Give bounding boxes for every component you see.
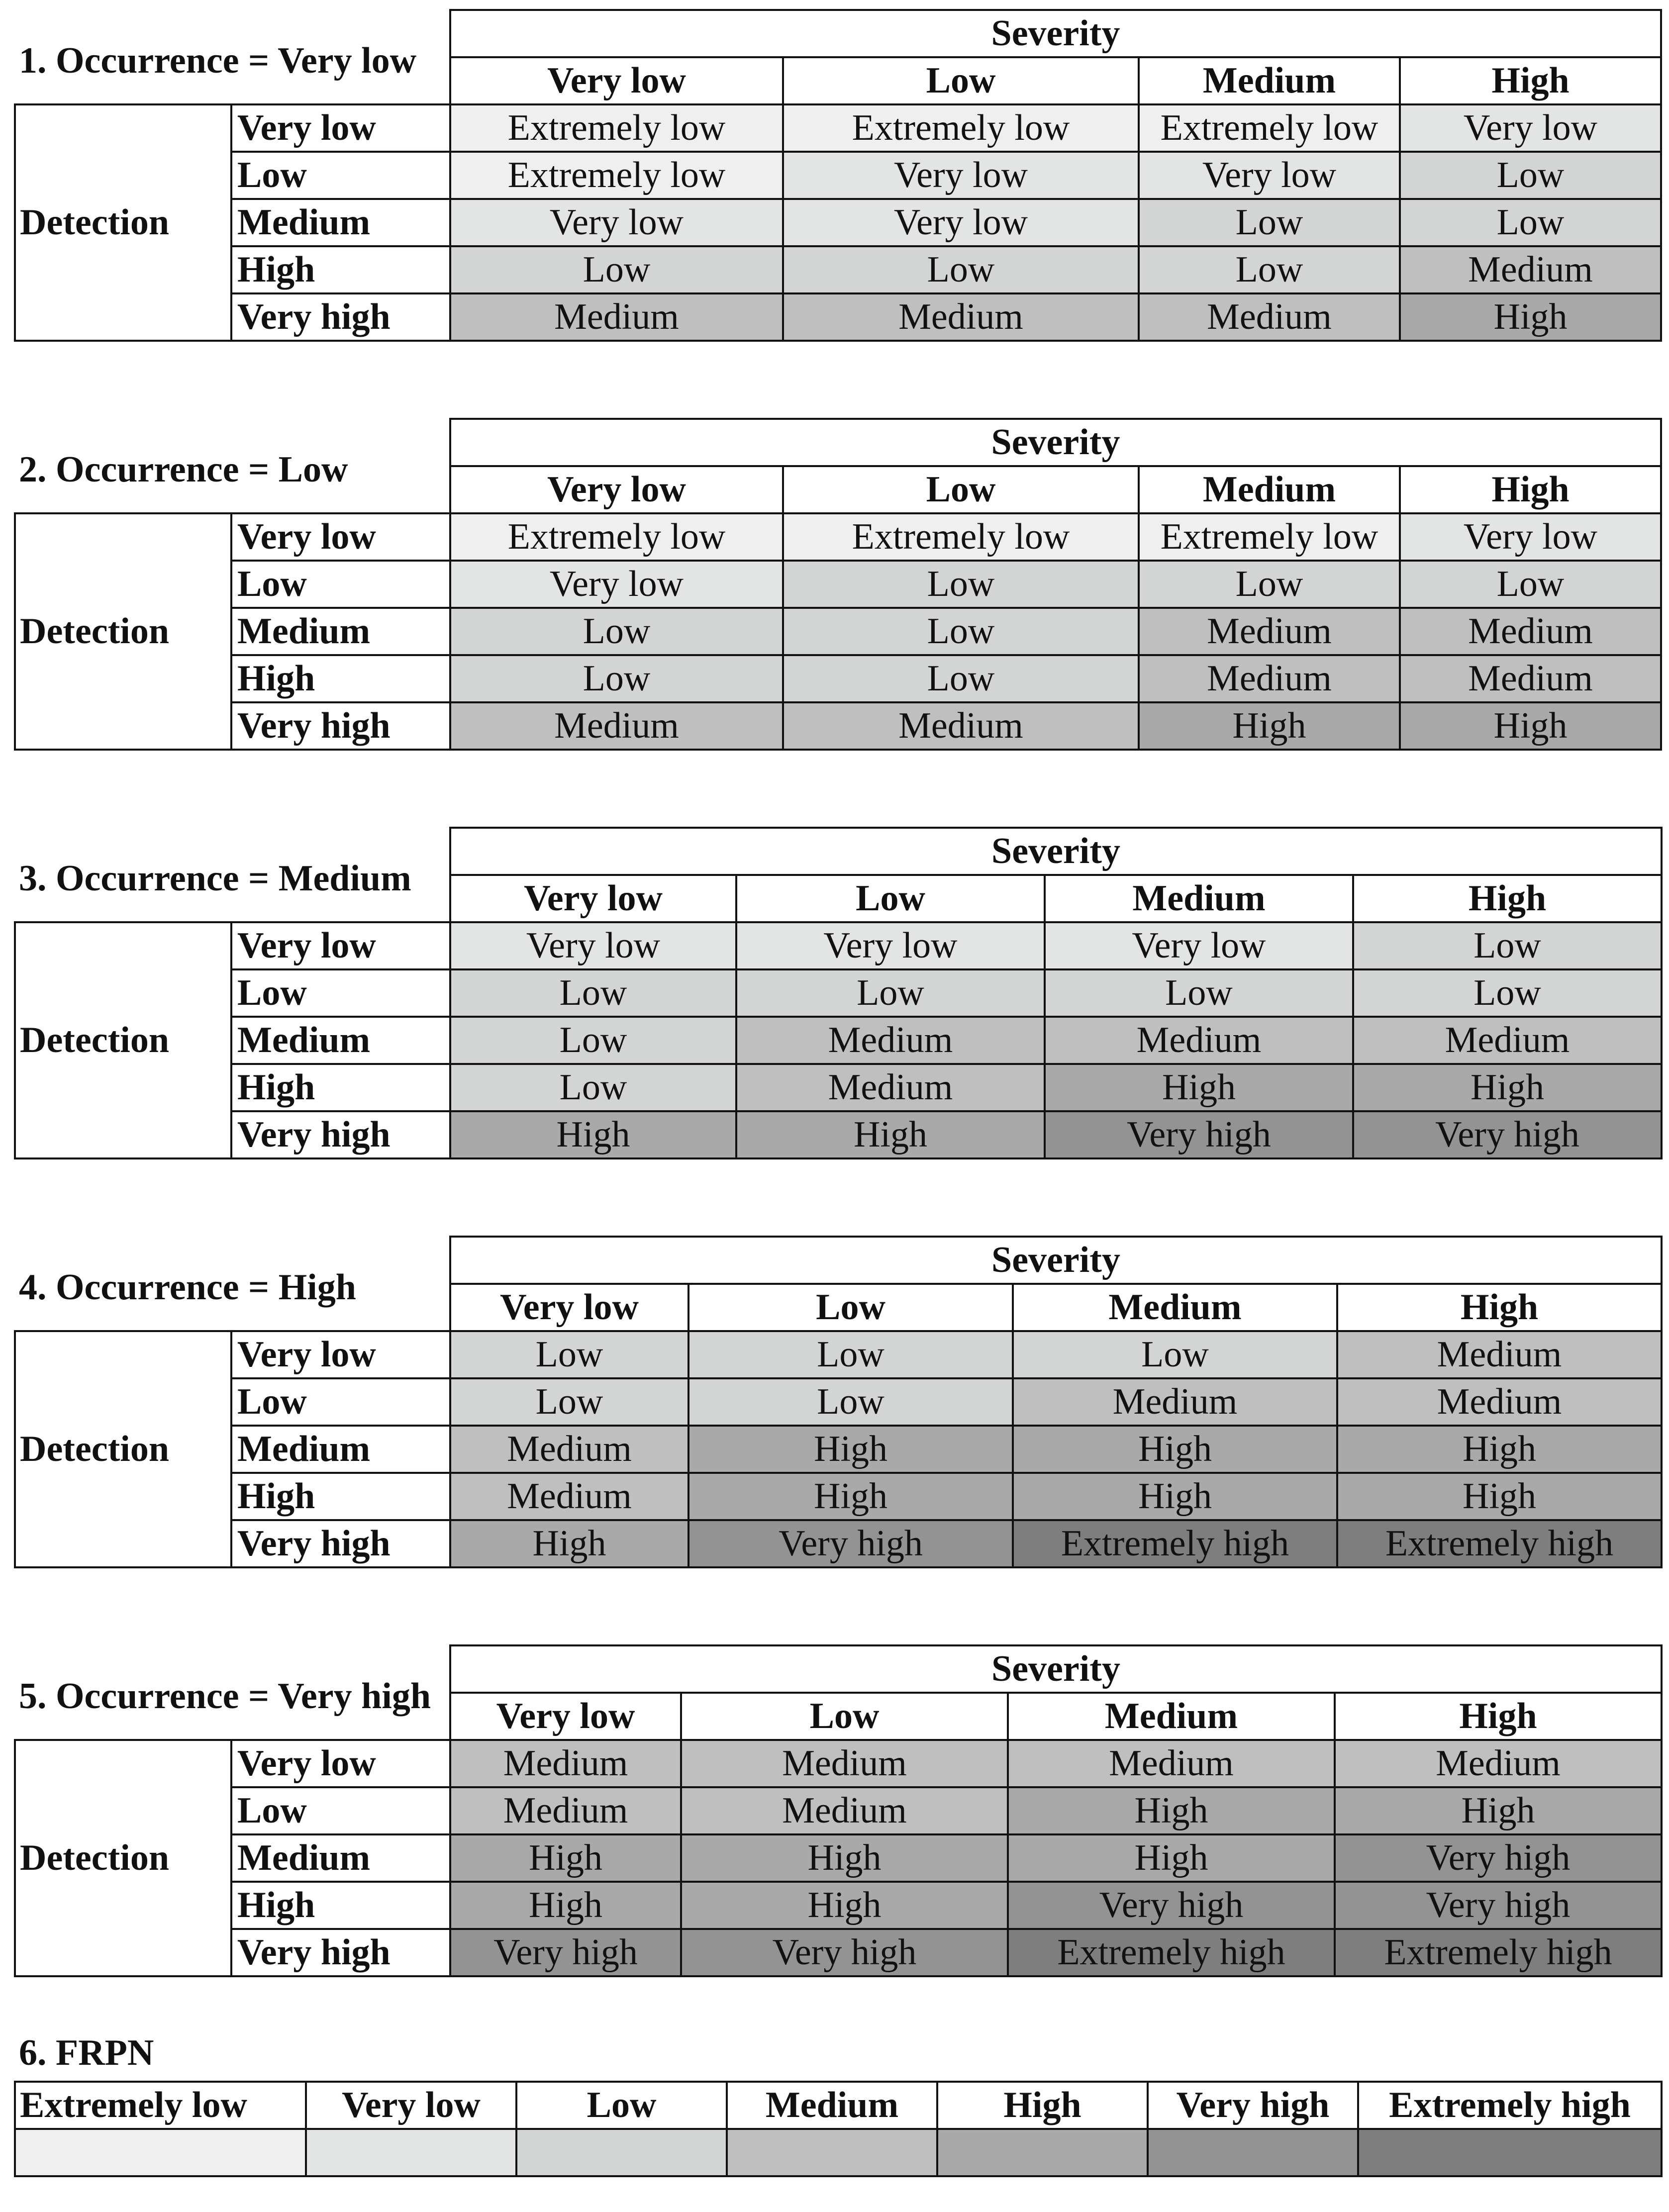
risk-cell: Medium — [736, 1064, 1045, 1111]
risk-cell: High — [688, 1426, 1013, 1473]
risk-cell: Very low — [1139, 152, 1400, 199]
risk-cell: Medium — [1400, 655, 1661, 702]
detection-level-very-low: Very low — [231, 1740, 450, 1787]
severity-level-low: Low — [783, 466, 1139, 513]
frpn-level-medium: Medium — [727, 2082, 937, 2129]
risk-cell: Extremely high — [1335, 1929, 1662, 1976]
risk-cell: Medium — [1353, 1017, 1662, 1064]
risk-cell: Low — [1400, 152, 1661, 199]
risk-cell: Low — [688, 1378, 1013, 1426]
detection-row — [15, 199, 1661, 246]
risk-cell: Low — [1400, 561, 1661, 608]
detection-level-very-high: Very high — [231, 1111, 450, 1158]
detection-level-low: Low — [231, 1787, 450, 1834]
detection-level-very-low: Very low — [231, 1331, 450, 1378]
risk-cell: Very low — [450, 922, 736, 969]
severity-header: Severity — [450, 828, 1662, 875]
detection-row — [15, 246, 1661, 293]
detection-level-very-low: Very low — [231, 922, 450, 969]
detection-header: Detection — [15, 104, 231, 341]
risk-cell: Medium — [450, 293, 783, 341]
severity-level-high: High — [1337, 1284, 1662, 1331]
frpn-level-very-high: Very high — [1148, 2082, 1358, 2129]
risk-cell: Medium — [736, 1017, 1045, 1064]
severity-level-medium: Medium — [1139, 57, 1400, 104]
risk-cell: Low — [1045, 969, 1353, 1017]
risk-cell: Medium — [450, 1473, 688, 1520]
detection-row — [15, 1017, 1662, 1064]
detection-row — [15, 1111, 1662, 1158]
severity-level-high: High — [1400, 57, 1661, 104]
occurrence-title: 2. Occurrence = Low — [19, 449, 348, 490]
risk-cell: Medium — [1337, 1331, 1662, 1378]
risk-cell: Medium — [1045, 1017, 1353, 1064]
severity-level-high: High — [1353, 875, 1662, 922]
risk-cell: Medium — [1400, 608, 1661, 655]
risk-cell: Medium — [1139, 293, 1400, 341]
severity-level-low: Low — [783, 57, 1139, 104]
risk-cell: Low — [1353, 969, 1662, 1017]
risk-cell: Medium — [450, 702, 783, 750]
risk-cell: Low — [1353, 922, 1662, 969]
risk-cell: High — [688, 1473, 1013, 1520]
risk-cell: Extremely low — [783, 104, 1139, 152]
risk-cell: Extremely high — [1337, 1520, 1662, 1567]
risk-cell: High — [1013, 1426, 1337, 1473]
detection-level-very-high: Very high — [231, 702, 450, 750]
frpn-label-row — [15, 2082, 1662, 2129]
frpn-legend — [14, 2081, 1663, 2177]
detection-row — [15, 1929, 1662, 1976]
risk-cell: Low — [1139, 199, 1400, 246]
risk-cell: Low — [450, 1017, 736, 1064]
severity-level-low: Low — [688, 1284, 1013, 1331]
risk-cell: Very high — [1353, 1111, 1662, 1158]
risk-cell: Very low — [1045, 922, 1353, 969]
risk-cell: Medium — [1008, 1740, 1335, 1787]
detection-header: Detection — [15, 922, 231, 1158]
detection-row — [15, 1834, 1662, 1882]
risk-cell: Low — [688, 1331, 1013, 1378]
risk-cell: Low — [783, 246, 1139, 293]
risk-cell: Medium — [783, 293, 1139, 341]
risk-cell: Very high — [681, 1929, 1008, 1976]
risk-cell: Extremely low — [450, 104, 783, 152]
severity-level-medium: Medium — [1008, 1693, 1335, 1740]
detection-level-very-low: Very low — [231, 513, 450, 561]
risk-cell: High — [1008, 1834, 1335, 1882]
occurrence-title: 5. Occurrence = Very high — [19, 1676, 431, 1717]
severity-level-very-low: Very low — [450, 466, 783, 513]
risk-cell: Very low — [783, 152, 1139, 199]
risk-cell: Very high — [688, 1520, 1013, 1567]
detection-level-low: Low — [231, 561, 450, 608]
detection-row — [15, 1064, 1662, 1111]
detection-row — [15, 1426, 1662, 1473]
risk-cell: Low — [783, 608, 1139, 655]
frpn-swatch-low — [516, 2129, 727, 2176]
detection-header: Detection — [15, 513, 231, 750]
risk-cell: Medium — [1139, 608, 1400, 655]
risk-cell: High — [450, 1520, 688, 1567]
risk-cell: Low — [1400, 199, 1661, 246]
risk-cell: High — [1335, 1787, 1662, 1834]
risk-cell: Very high — [1335, 1882, 1662, 1929]
risk-cell: High — [1400, 293, 1661, 341]
detection-level-medium: Medium — [231, 1834, 450, 1882]
detection-row — [15, 104, 1661, 152]
risk-cell: Very low — [1400, 104, 1661, 152]
detection-level-medium: Medium — [231, 1426, 450, 1473]
detection-row — [15, 608, 1661, 655]
risk-cell: Medium — [450, 1426, 688, 1473]
risk-cell: Low — [450, 608, 783, 655]
risk-cell: High — [1013, 1473, 1337, 1520]
risk-cell: High — [1045, 1064, 1353, 1111]
severity-header: Severity — [450, 1645, 1662, 1693]
risk-cell: Very low — [736, 922, 1045, 969]
severity-header: Severity — [450, 419, 1661, 466]
detection-level-medium: Medium — [231, 608, 450, 655]
severity-level-high: High — [1335, 1693, 1662, 1740]
detection-row — [15, 655, 1661, 702]
severity-level-medium: Medium — [1139, 466, 1400, 513]
frpn-swatch-very-high — [1148, 2129, 1358, 2176]
detection-row — [15, 561, 1661, 608]
detection-level-high: High — [231, 1064, 450, 1111]
risk-cell: High — [1353, 1064, 1662, 1111]
detection-row — [15, 1787, 1662, 1834]
risk-cell: Very high — [1045, 1111, 1353, 1158]
risk-cell: Medium — [1337, 1378, 1662, 1426]
detection-level-very-high: Very high — [231, 1929, 450, 1976]
severity-level-very-low: Very low — [450, 57, 783, 104]
risk-cell: High — [1337, 1473, 1662, 1520]
frpn-level-extremely-high: Extremely high — [1358, 2082, 1662, 2129]
frpn-swatch-very-low — [306, 2129, 516, 2176]
detection-row — [15, 969, 1662, 1017]
risk-cell: Medium — [450, 1787, 681, 1834]
frpn-swatch-high — [937, 2129, 1148, 2176]
risk-cell: High — [450, 1111, 736, 1158]
risk-cell: High — [1008, 1787, 1335, 1834]
detection-row — [15, 1520, 1662, 1567]
severity-level-medium: Medium — [1045, 875, 1353, 922]
frpn-level-very-low: Very low — [306, 2082, 516, 2129]
risk-cell: Low — [450, 1378, 688, 1426]
risk-cell: Low — [450, 1064, 736, 1111]
risk-cell: High — [1400, 702, 1661, 750]
risk-cell: Low — [450, 246, 783, 293]
severity-level-very-low: Very low — [450, 1284, 688, 1331]
detection-level-very-high: Very high — [231, 293, 450, 341]
detection-level-low: Low — [231, 1378, 450, 1426]
risk-cell: High — [450, 1882, 681, 1929]
frpn-swatch-extremely-high — [1358, 2129, 1662, 2176]
risk-cell: Very low — [783, 199, 1139, 246]
detection-row — [15, 513, 1661, 561]
risk-cell: Very high — [1335, 1834, 1662, 1882]
frpn-swatch-medium — [727, 2129, 937, 2176]
risk-cell: Extremely high — [1013, 1520, 1337, 1567]
risk-cell: Low — [736, 969, 1045, 1017]
risk-cell: Medium — [1400, 246, 1661, 293]
risk-cell: Extremely low — [1139, 513, 1400, 561]
detection-row — [15, 152, 1661, 199]
risk-cell: High — [1337, 1426, 1662, 1473]
detection-level-medium: Medium — [231, 199, 450, 246]
risk-cell: Medium — [681, 1787, 1008, 1834]
detection-level-high: High — [231, 1882, 450, 1929]
risk-cell: Extremely low — [450, 513, 783, 561]
risk-cell: Extremely low — [1139, 104, 1400, 152]
detection-level-low: Low — [231, 969, 450, 1017]
risk-cell: High — [681, 1834, 1008, 1882]
risk-cell: High — [1139, 702, 1400, 750]
severity-level-low: Low — [681, 1693, 1008, 1740]
frpn-level-extremely-low: Extremely low — [15, 2082, 306, 2129]
risk-cell: Very low — [450, 561, 783, 608]
risk-cell: Extremely high — [1008, 1929, 1335, 1976]
detection-header: Detection — [15, 1740, 231, 1976]
detection-row — [15, 1882, 1662, 1929]
severity-level-medium: Medium — [1013, 1284, 1337, 1331]
detection-row — [15, 1473, 1662, 1520]
risk-cell: Medium — [1013, 1378, 1337, 1426]
risk-cell: Low — [450, 1331, 688, 1378]
severity-level-very-low: Very low — [450, 875, 736, 922]
detection-row — [15, 1740, 1662, 1787]
risk-cell: Very low — [450, 199, 783, 246]
risk-cell: High — [681, 1882, 1008, 1929]
risk-cell: Medium — [681, 1740, 1008, 1787]
risk-cell: Extremely low — [783, 513, 1139, 561]
frpn-swatch-row — [15, 2129, 1662, 2176]
detection-level-high: High — [231, 655, 450, 702]
severity-level-very-low: Very low — [450, 1693, 681, 1740]
severity-level-high: High — [1400, 466, 1661, 513]
occurrence-title: 1. Occurrence = Very low — [19, 40, 417, 81]
detection-row — [15, 1378, 1662, 1426]
frpn-level-high: High — [937, 2082, 1148, 2129]
risk-cell: Low — [1139, 246, 1400, 293]
risk-cell: Medium — [1139, 655, 1400, 702]
severity-header: Severity — [450, 10, 1661, 57]
detection-header: Detection — [15, 1331, 231, 1567]
risk-cell: Low — [1013, 1331, 1337, 1378]
detection-level-very-low: Very low — [231, 104, 450, 152]
detection-row — [15, 922, 1662, 969]
risk-cell: Very high — [450, 1929, 681, 1976]
risk-cell: Low — [1139, 561, 1400, 608]
risk-cell: Low — [783, 655, 1139, 702]
risk-cell: Medium — [783, 702, 1139, 750]
severity-header: Severity — [450, 1237, 1662, 1284]
detection-level-high: High — [231, 246, 450, 293]
risk-cell: Extremely low — [450, 152, 783, 199]
detection-row — [15, 293, 1661, 341]
detection-level-low: Low — [231, 152, 450, 199]
risk-cell: High — [736, 1111, 1045, 1158]
frpn-title: 6. FRPN — [19, 2032, 154, 2073]
detection-level-medium: Medium — [231, 1017, 450, 1064]
risk-cell: Low — [783, 561, 1139, 608]
risk-cell: High — [450, 1834, 681, 1882]
risk-cell: Medium — [1335, 1740, 1662, 1787]
occurrence-title: 3. Occurrence = Medium — [19, 858, 411, 899]
detection-level-high: High — [231, 1473, 450, 1520]
occurrence-title: 4. Occurrence = High — [19, 1267, 356, 1308]
severity-level-low: Low — [736, 875, 1045, 922]
frpn-level-low: Low — [516, 2082, 727, 2129]
risk-cell: Very high — [1008, 1882, 1335, 1929]
risk-cell: Medium — [450, 1740, 681, 1787]
risk-cell: Very low — [1400, 513, 1661, 561]
frpn-swatch-extremely-low — [15, 2129, 306, 2176]
detection-level-very-high: Very high — [231, 1520, 450, 1567]
detection-row — [15, 702, 1661, 750]
risk-cell: Low — [450, 969, 736, 1017]
detection-row — [15, 1331, 1662, 1378]
risk-cell: Low — [450, 655, 783, 702]
